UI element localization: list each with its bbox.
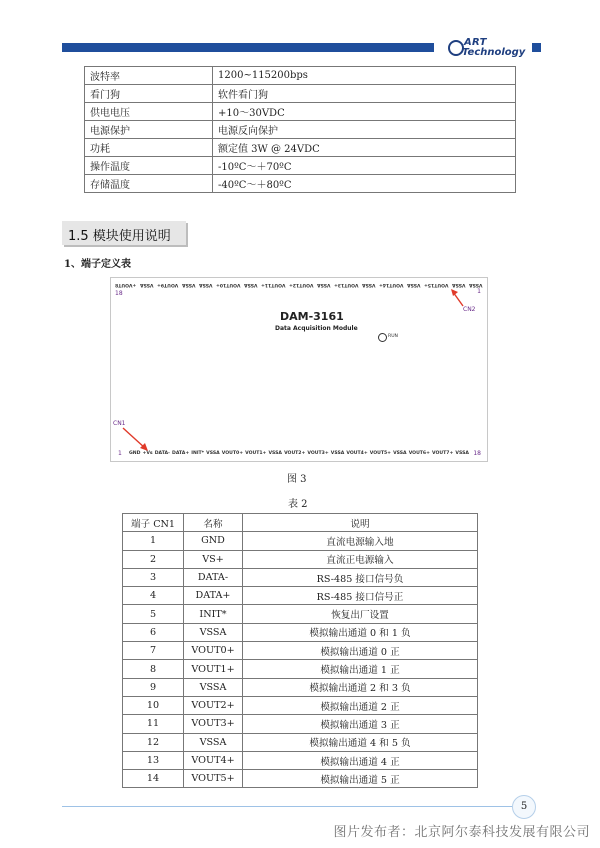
pin-name-cell: VOUT2+ bbox=[184, 696, 243, 714]
table-row bbox=[123, 532, 478, 550]
pin-name-cell: DATA+ bbox=[184, 587, 243, 605]
spec-key: 存储温度 bbox=[85, 175, 213, 193]
table-row bbox=[123, 660, 478, 678]
table-row bbox=[123, 568, 478, 586]
top-terminal-label: VOUT14+ bbox=[379, 282, 404, 287]
pin-name-cell: VOUT1+ bbox=[184, 660, 243, 678]
table-row bbox=[123, 642, 478, 660]
cn2-arrow-icon bbox=[449, 288, 469, 308]
pin-description-cell: 模拟输出通道 2 正 bbox=[243, 696, 478, 714]
bottom-terminal-label: INIT* bbox=[191, 451, 205, 456]
table-row bbox=[123, 770, 478, 788]
run-led-icon bbox=[378, 333, 387, 342]
bottom-terminal-label: VSSA bbox=[268, 451, 282, 456]
bottom-terminal-label: VSSA bbox=[455, 451, 469, 456]
footer-line bbox=[62, 806, 512, 807]
bottom-terminal-label: GND bbox=[129, 451, 141, 456]
top-terminal-label: VOUT12+ bbox=[288, 282, 314, 287]
top-terminal-label: VSSA bbox=[469, 282, 483, 287]
table-caption: 表 2 bbox=[288, 499, 308, 510]
section-heading bbox=[62, 221, 186, 245]
pin-description-cell: 模拟输出通道 5 正 bbox=[243, 770, 478, 788]
table-row bbox=[85, 67, 516, 85]
top-terminal-label: VSSA bbox=[243, 282, 258, 287]
top-terminal-label: +VOUT8 bbox=[115, 282, 137, 287]
pin-description-cell: RS-485 接口信号负 bbox=[243, 568, 478, 586]
table-row bbox=[123, 715, 478, 733]
pin-number-cell: 8 bbox=[123, 660, 184, 678]
bottom-terminal-label: VOUT7+ bbox=[432, 451, 454, 456]
pin-number-cell: 2 bbox=[123, 550, 184, 568]
header-bar bbox=[62, 43, 434, 52]
spec-key: 操作温度 bbox=[85, 157, 213, 175]
table-row bbox=[85, 139, 516, 157]
pin-number-cell: 7 bbox=[123, 642, 184, 660]
bottom-terminal-label: VOUT3+ bbox=[307, 451, 329, 456]
page-number: 5 bbox=[512, 795, 536, 819]
pin-name-cell: VOUT0+ bbox=[184, 642, 243, 660]
table-row bbox=[85, 121, 516, 139]
bottom-terminal-label: +Vs bbox=[142, 451, 153, 456]
pin-number-cell: 5 bbox=[123, 605, 184, 623]
top-terminal-label: VSSA bbox=[139, 282, 154, 287]
terminal-diagram bbox=[110, 277, 488, 462]
pin-description-cell: 模拟输出通道 4 正 bbox=[243, 751, 478, 769]
column-header: 端子 CN1 bbox=[123, 514, 184, 532]
table-row bbox=[85, 103, 516, 121]
device-name: DAM-3161 bbox=[280, 310, 344, 323]
table-row bbox=[85, 175, 516, 193]
logo-text-art: ART bbox=[464, 37, 487, 48]
cn2-label: CN2 bbox=[463, 306, 476, 313]
top-terminal-label: VOUT15+ bbox=[424, 282, 449, 287]
bottom-terminal-label: DATA- bbox=[154, 451, 170, 456]
pin-number-cell: 6 bbox=[123, 623, 184, 641]
top-left-pin-number: 18 bbox=[115, 290, 123, 297]
spec-value: 软件看门狗 bbox=[213, 85, 516, 103]
top-terminal-label: VSSA bbox=[407, 282, 421, 287]
table-header-row bbox=[123, 514, 478, 532]
pin-name-cell: GND bbox=[184, 532, 243, 550]
subsection-title: 1、端子定义表 bbox=[64, 259, 131, 270]
pin-number-cell: 4 bbox=[123, 587, 184, 605]
table-row bbox=[123, 696, 478, 714]
bottom-terminal-labels bbox=[129, 451, 469, 456]
bottom-right-pin-number: 18 bbox=[473, 450, 481, 457]
pin-number-cell: 13 bbox=[123, 751, 184, 769]
pin-name-cell: VSSA bbox=[184, 678, 243, 696]
pin-number-cell: 10 bbox=[123, 696, 184, 714]
top-terminal-label: VOUT9+ bbox=[156, 282, 179, 287]
top-right-pin-number: 1 bbox=[477, 288, 481, 295]
spec-value: -40ºC～＋80ºC bbox=[213, 175, 516, 193]
table-row bbox=[123, 733, 478, 751]
bottom-terminal-label: VOUT0+ bbox=[221, 451, 244, 456]
top-terminal-label: VSSA bbox=[181, 282, 196, 287]
bottom-terminal-label: VSSA bbox=[330, 451, 345, 456]
pin-description-cell: 模拟输出通道 0 正 bbox=[243, 642, 478, 660]
pin-description-cell: 模拟输出通道 0 和 1 负 bbox=[243, 623, 478, 641]
figure-caption: 图 3 bbox=[287, 474, 307, 485]
top-terminal-label: VSSA bbox=[198, 282, 213, 287]
table-row bbox=[123, 587, 478, 605]
bottom-terminal-label: VSSA bbox=[206, 451, 220, 456]
table-row bbox=[123, 605, 478, 623]
top-terminal-label: VSSA bbox=[317, 282, 331, 287]
spec-value: 额定值 3W @ 24VDC bbox=[213, 139, 516, 157]
pin-name-cell: VSSA bbox=[184, 733, 243, 751]
column-header: 说明 bbox=[243, 514, 478, 532]
top-terminal-labels bbox=[115, 282, 483, 287]
spec-key: 看门狗 bbox=[85, 85, 213, 103]
bottom-terminal-label: VOUT4+ bbox=[346, 451, 368, 456]
pin-name-cell: INIT* bbox=[184, 605, 243, 623]
column-header: 名称 bbox=[184, 514, 243, 532]
pin-description-cell: 模拟输出通道 1 正 bbox=[243, 660, 478, 678]
spec-key: 供电电压 bbox=[85, 103, 213, 121]
pin-name-cell: VSSA bbox=[184, 623, 243, 641]
top-terminal-label: VOUT10+ bbox=[215, 282, 241, 287]
spec-key: 功耗 bbox=[85, 139, 213, 157]
top-terminal-label: VOUT11+ bbox=[260, 282, 286, 287]
top-terminal-label: VSSA bbox=[452, 282, 466, 287]
table-row bbox=[123, 751, 478, 769]
bottom-terminal-label: VOUT2+ bbox=[284, 451, 306, 456]
publisher-credit: 图片发布者：北京阿尔泰科技发展有限公司 bbox=[333, 825, 590, 840]
table-row bbox=[123, 678, 478, 696]
pin-description-cell: 模拟输出通道 4 和 5 负 bbox=[243, 733, 478, 751]
spec-value: 1200~115200bps bbox=[213, 67, 516, 85]
spec-value: +10～30VDC bbox=[213, 103, 516, 121]
pin-number-cell: 12 bbox=[123, 733, 184, 751]
pin-name-cell: DATA- bbox=[184, 568, 243, 586]
device-subtitle: Data Acquisition Module bbox=[275, 325, 358, 332]
cn1-label: CN1 bbox=[113, 420, 126, 427]
pin-name-cell: VOUT5+ bbox=[184, 770, 243, 788]
pin-name-cell: VOUT4+ bbox=[184, 751, 243, 769]
pin-number-cell: 1 bbox=[123, 532, 184, 550]
run-label: RUN bbox=[388, 334, 398, 339]
pin-definition-table bbox=[122, 513, 478, 788]
table-row bbox=[85, 157, 516, 175]
table-row bbox=[85, 85, 516, 103]
art-technology-logo bbox=[448, 37, 530, 59]
pin-number-cell: 14 bbox=[123, 770, 184, 788]
top-terminal-label: VSSA bbox=[362, 282, 376, 287]
pin-description-cell: 模拟输出通道 2 和 3 负 bbox=[243, 678, 478, 696]
spec-value: -10ºC～＋70ºC bbox=[213, 157, 516, 175]
pin-number-cell: 9 bbox=[123, 678, 184, 696]
top-terminal-label: VOUT13+ bbox=[334, 282, 359, 287]
pin-description-cell: 直流电源输入地 bbox=[243, 532, 478, 550]
logo-text-technology: Technology bbox=[462, 47, 526, 58]
table-row bbox=[123, 550, 478, 568]
pin-description-cell: 模拟输出通道 3 正 bbox=[243, 715, 478, 733]
cn1-arrow-icon bbox=[121, 426, 151, 452]
pin-description-cell: RS-485 接口信号正 bbox=[243, 587, 478, 605]
header-square bbox=[532, 43, 541, 52]
bottom-terminal-label: VOUT6+ bbox=[408, 451, 430, 456]
pin-description-cell: 恢复出厂设置 bbox=[243, 605, 478, 623]
spec-key: 电源保护 bbox=[85, 121, 213, 139]
pin-number-cell: 11 bbox=[123, 715, 184, 733]
bottom-left-pin-number: 1 bbox=[118, 450, 122, 457]
bottom-terminal-label: VOUT1+ bbox=[245, 451, 267, 456]
pin-description-cell: 直流正电源输入 bbox=[243, 550, 478, 568]
spec-table bbox=[84, 66, 516, 193]
bottom-terminal-label: VOUT5+ bbox=[369, 451, 392, 456]
pin-number-cell: 3 bbox=[123, 568, 184, 586]
table-row bbox=[123, 623, 478, 641]
spec-value: 电源反向保护 bbox=[213, 121, 516, 139]
pin-name-cell: VOUT3+ bbox=[184, 715, 243, 733]
section-title: 1.5 模块使用说明 bbox=[68, 229, 171, 244]
bottom-terminal-label: VSSA bbox=[393, 451, 407, 456]
pin-name-cell: VS+ bbox=[184, 550, 243, 568]
spec-key: 波特率 bbox=[85, 67, 213, 85]
bottom-terminal-label: DATA+ bbox=[172, 451, 190, 456]
